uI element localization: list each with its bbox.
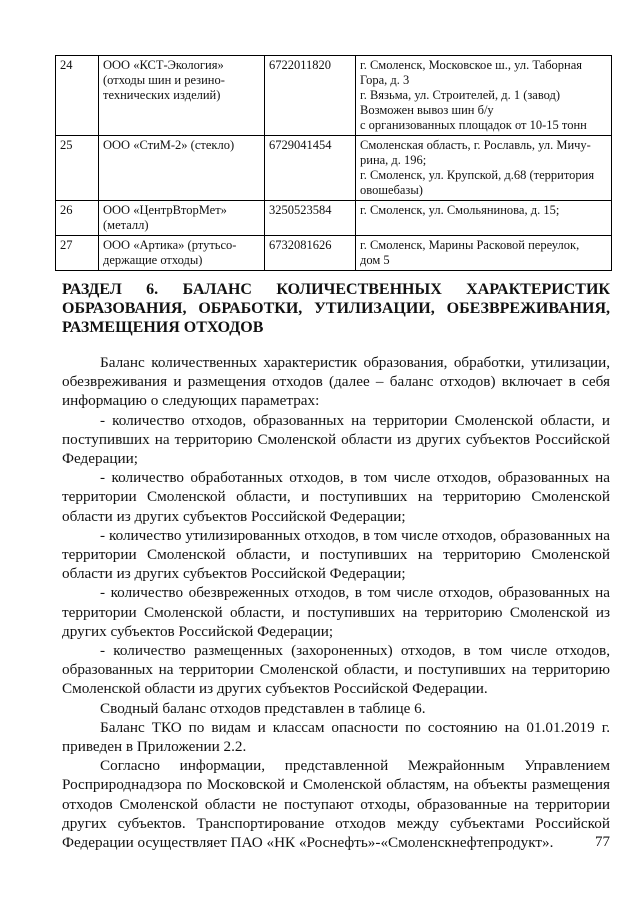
paragraph-summary-table: Сводный баланс отходов представлен в таблице 6. — [100, 699, 426, 717]
address-line: г. Смоленск, ул. Крупской, д.68 (территория — [360, 168, 595, 182]
paragraph-rosprirodnadzor: Согласно информации, представленной Межрайонным Управлением Росприроднадзора по Московской и Смоленской областям, на объекты размещения отходов Смоленской области не поступают отходы, образованные на территории других субъектов. Транспортирование отходов между субъектами Российской Федерации осуществляет ПАО «НК «Роснефть»-«Смоленскнефтепродукт». — [62, 757, 610, 852]
inn-cell: 3250523584 — [265, 201, 356, 236]
list-item-neutralized: - количество обезвреженных отходов, в том числе отходов, образованных на территории Смоленской области, и поступивших на территорию Смоленской из других субъектов Российской Федерации; — [62, 584, 610, 640]
address-line: рина, д. 196; — [360, 153, 427, 167]
table-row — [56, 201, 612, 236]
address-cell — [356, 136, 612, 201]
organization-line: ООО «КСТ-Экология» — [103, 58, 224, 72]
address-line: г. Смоленск, ул. Смольянинова, д. 15; — [360, 203, 560, 217]
address-line: Смоленская область, г. Рославль, ул. Мичу- — [360, 138, 591, 152]
row-number-cell: 24 — [56, 56, 99, 136]
organization-cell — [99, 201, 265, 236]
body-text — [62, 353, 610, 852]
table-row — [56, 236, 612, 271]
address-line: с организованных площадок от 10-15 тонн — [360, 118, 587, 132]
address-line: дом 5 — [360, 253, 390, 267]
inn-cell: 6729041454 — [265, 136, 356, 201]
organization-cell — [99, 236, 265, 271]
inn-cell: 6732081626 — [265, 236, 356, 271]
address-line: овошебазы) — [360, 183, 423, 197]
paragraph-tko-balance: Баланс ТКО по видам и классам опасности по состоянию на 01.01.2019 г. приведен в Приложении 2.2. — [62, 718, 610, 756]
organization-cell — [99, 56, 265, 136]
page-number: 77 — [595, 834, 610, 850]
address-cell — [356, 56, 612, 136]
list-item-formed: - количество отходов, образованных на территории Смоленской области, и поступивших на территорию Смоленской области из других субъектов Российской Федерации; — [62, 411, 610, 468]
waste-operators-table — [55, 55, 612, 271]
organization-line: технических изделий) — [103, 88, 221, 102]
list-item-processed: - количество обработанных отходов, в том числе отходов, образованных на территории Смоленской области, и поступивших на территорию Смоленской области из других субъектов Российской Федерации; — [62, 469, 610, 525]
address-line: г. Вязьма, ул. Строителей, д. 1 (завод) — [360, 88, 561, 102]
organization-line: (отходы шин и резино- — [103, 73, 225, 87]
paragraph-intro: Баланс количественных характеристик образования, обработки, утилизации, обезвреживания и размещения отходов (далее – баланс отходов) включает в себя информацию о следующих параметрах: — [62, 354, 610, 410]
row-number-cell: 27 — [56, 236, 99, 271]
organization-line: ООО «ЦентрВторМет» — [103, 203, 227, 217]
inn-cell: 6722011820 — [265, 56, 356, 136]
row-number-cell: 25 — [56, 136, 99, 201]
table-body — [56, 56, 612, 271]
list-item-placed: - количество размещенных (захороненных) отходов, в том числе отходов, образованных на территории Смоленской области, и поступивших на территорию Смоленской области из других субъектов Российской Федерации. — [62, 642, 610, 698]
row-number-cell: 26 — [56, 201, 99, 236]
address-cell — [356, 236, 612, 271]
address-line: Гора, д. 3 — [360, 73, 410, 87]
organization-line: держащие отходы) — [103, 253, 203, 267]
address-cell — [356, 201, 612, 236]
section-heading: РАЗДЕЛ 6. БАЛАНС КОЛИЧЕСТВЕННЫХ ХАРАКТЕРИСТИК ОБРАЗОВАНИЯ, ОБРАБОТКИ, УТИЛИЗАЦИИ, ОБЕЗВРЕЖИВАНИЯ, РАЗМЕЩЕНИЯ ОТХОДОВ — [62, 281, 610, 336]
table-row — [56, 136, 612, 201]
organization-line: (металл) — [103, 218, 149, 232]
list-item-utilized: - количество утилизированных отходов, в том числе отходов, образованных на территории Смоленской области, и поступивших на территорию Смоленской области из других субъектов Российской Федерации; — [62, 526, 610, 583]
table-row — [56, 56, 612, 136]
organization-line: ООО «СтиМ-2» (стекло) — [103, 138, 235, 152]
organization-line: ООО «Артика» (ртутьсо- — [103, 238, 237, 252]
address-line: г. Смоленск, Московское ш., ул. Таборная — [360, 58, 583, 72]
address-line: г. Смоленск, Марины Расковой переулок, — [360, 238, 580, 252]
address-line: Возможен вывоз шин б/у — [360, 103, 494, 117]
organization-cell — [99, 136, 265, 201]
